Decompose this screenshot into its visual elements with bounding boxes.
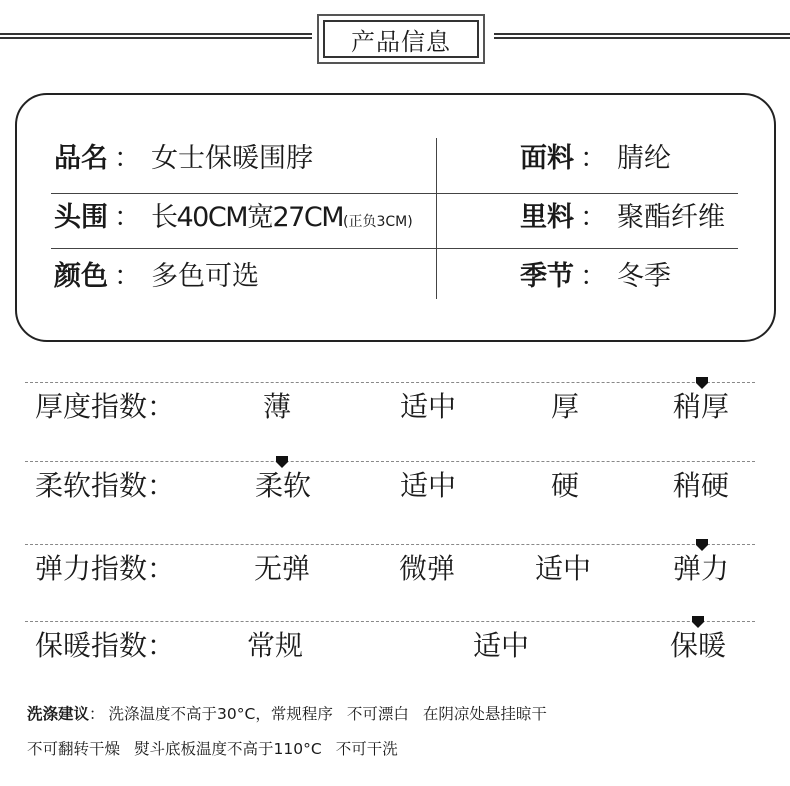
thickness-option: 厚 [550,390,580,423]
care-item: 在阴凉处悬挂晾干 [422,705,547,723]
fabric-value: 腈纶 [617,143,671,174]
section-title-frame [317,14,485,64]
elasticity-option: 无弹 [253,552,311,585]
index-divider [25,544,755,545]
warmth-index-label: 保暖指数： [35,629,176,662]
season-row [520,263,671,290]
softness-index-label: 柔软指数： [35,469,176,502]
care-item: 洗涤温度不高于30°C，常规程序 [108,705,333,723]
care-label: 洗涤建议 [27,705,90,723]
section-title: 产品信息 [323,20,479,58]
fabric-label: 面料 [520,143,574,174]
info-column-divider [436,138,437,299]
softness-option: 稍硬 [672,469,730,502]
info-row-divider [51,193,738,194]
info-row-divider [51,248,738,249]
lining-row [520,204,725,231]
color-row [54,263,259,290]
softness-option: 硬 [550,469,580,502]
size-row [54,204,413,231]
thickness-option-selected: 稍厚 [672,390,730,423]
care-item: 不可翻转干燥 [27,740,121,758]
season-value: 冬季 [617,261,671,292]
care-instructions-line [27,707,547,723]
colon: ： [580,143,607,174]
colon: ： [114,202,141,233]
product-name-row [54,145,313,172]
season-label: 季节 [520,261,574,292]
size-value: 长40CM宽27CM [151,202,344,233]
color-value: 多色可选 [151,261,259,292]
colon: ： [114,143,141,174]
lining-value: 聚酯纤维 [617,202,725,233]
colon: ： [114,261,141,292]
product-name-value: 女士保暖围脖 [151,143,313,174]
care-item: 熨斗底板温度不高于110°C [134,740,322,758]
title-decoration-right [494,33,790,39]
warmth-option: 常规 [246,629,304,662]
softness-option-selected: 柔软 [254,469,312,502]
softness-option: 适中 [399,469,457,502]
index-divider [25,621,755,622]
fabric-row [520,145,671,172]
thickness-option: 薄 [262,390,292,423]
lining-label: 里料 [520,202,574,233]
elasticity-index-label: 弹力指数： [35,552,176,585]
elasticity-option: 微弹 [398,552,456,585]
thickness-index-label: 厚度指数： [35,390,176,423]
care-item: 不可漂白 [346,705,409,723]
warmth-option-selected: 保暖 [669,629,727,662]
warmth-option: 适中 [472,629,530,662]
colon: ： [580,202,607,233]
index-divider [25,382,755,383]
title-decoration-left [0,33,312,39]
index-divider [25,461,755,462]
elasticity-option-selected: 弹力 [672,552,730,585]
size-label: 头围 [54,202,108,233]
elasticity-option: 适中 [534,552,592,585]
size-note: (正负3CM) [343,214,413,230]
color-label: 颜色 [54,261,108,292]
thickness-option: 适中 [399,390,457,423]
colon: ： [580,261,607,292]
care-instructions-line [27,742,398,758]
product-name-label: 品名 [54,143,108,174]
care-item: 不可干洗 [335,740,398,758]
colon: ： [89,705,105,723]
